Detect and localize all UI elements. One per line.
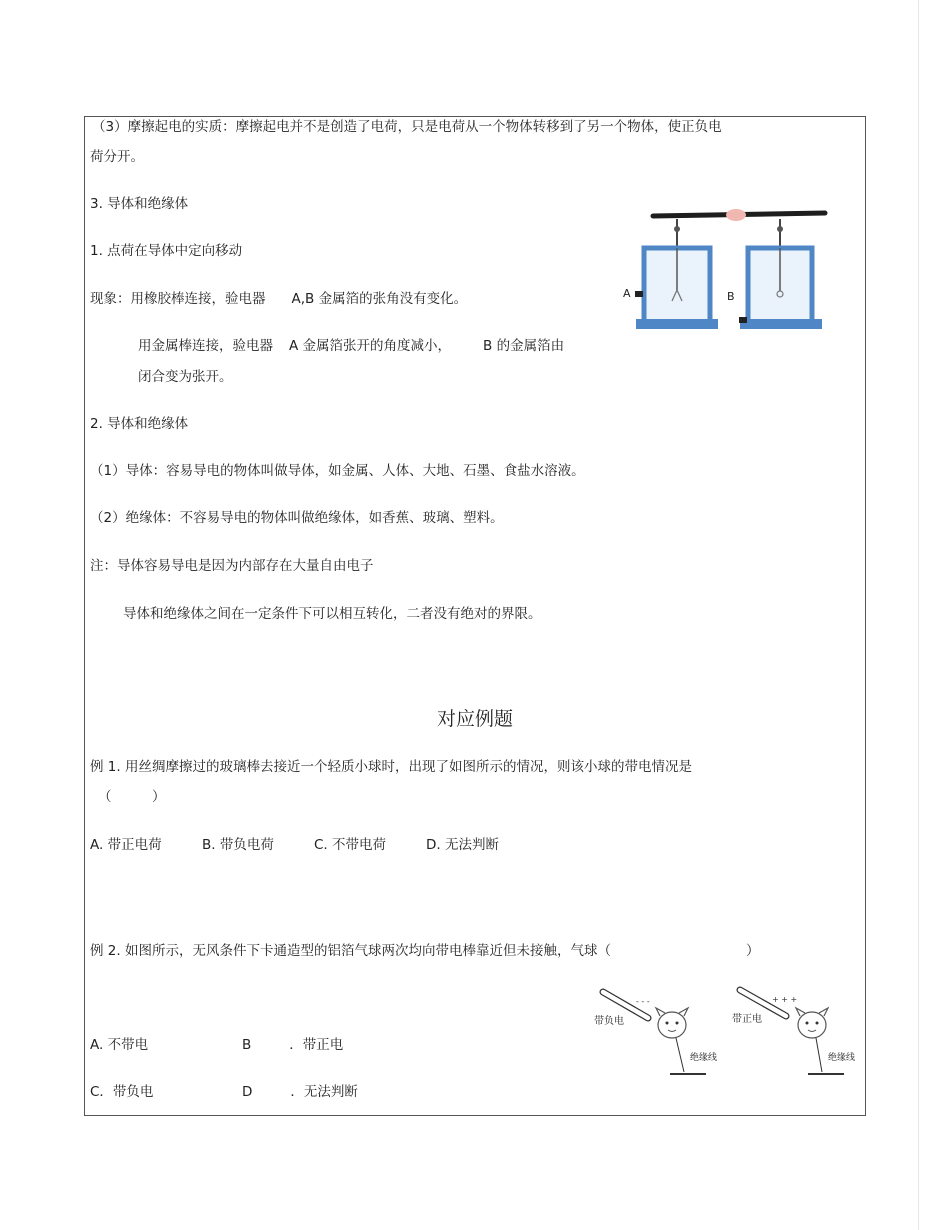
rod-label-positive: 带正电 xyxy=(732,1014,762,1025)
electroscope-figure xyxy=(615,205,835,340)
metal-rod-a-result: A 金属箔张开的角度减小， xyxy=(289,338,452,354)
definition-insulator: （2）绝缘体：不容易导电的物体叫做绝缘体，如香蕉、玻璃、塑料。 xyxy=(90,510,504,526)
section-heading-conductors: 3. 导体和绝缘体 xyxy=(90,196,189,212)
cartoon-balloon-right-icon xyxy=(796,1008,844,1074)
negative-signs: - - - xyxy=(636,997,650,1006)
thread-label-right: 绝缘线 xyxy=(828,1053,856,1063)
label-b: B xyxy=(727,290,735,303)
paragraph-friction-essence-line2: 荷分开。 xyxy=(90,149,144,165)
note-conversion: 导体和绝缘体之间在一定条件下可以相互转化，二者没有绝对的界限。 xyxy=(123,606,542,622)
option-d-letter: D xyxy=(242,1084,253,1100)
note-free-electrons: 注：导体容易导电是因为内部存在大量自由电子 xyxy=(90,558,374,574)
paragraph-friction-essence-line1: （3）摩擦起电的实质：摩擦起电并不是创造了电荷，只是电荷从一个物体转移到了另一个物体，使正负电 xyxy=(92,119,722,135)
option-d-text: ．无法判断 xyxy=(290,1084,358,1100)
rod-label-negative: 带负电 xyxy=(594,1016,624,1027)
example1-answer-blank: （ ） xyxy=(98,789,166,805)
example2-question: 例 2. 如图所示，无风条件下卡通造型的铝箔气球两次均向带电棒靠近但未接触，气球（ xyxy=(90,943,611,959)
example1-option-b: B. 带负电荷 xyxy=(202,837,274,853)
electroscope-b xyxy=(739,219,822,329)
example2-close-paren: ） xyxy=(746,943,760,959)
positive-signs: + + + xyxy=(772,995,798,1004)
example1-question: 例 1. 用丝绸摩擦过的玻璃棒去接近一个轻质小球时，出现了如图所示的情况，则该小球的带电情况是 xyxy=(90,759,692,775)
hand-icon xyxy=(726,209,746,221)
phenomenon-result: A,B 金属箔的张角没有变化。 xyxy=(291,291,468,307)
example1-option-d: D. 无法判断 xyxy=(426,837,499,853)
subheading-charge-movement: 1. 点荷在导体中定向移动 xyxy=(90,243,243,259)
example2-option-d xyxy=(242,1083,358,1101)
example2-option-a: A. 不带电 xyxy=(90,1037,149,1053)
metal-rod-label: 用金属棒连接，验电器 xyxy=(138,338,273,354)
page-edge-line xyxy=(918,0,919,1230)
example1-option-c: C. 不带电荷 xyxy=(314,837,387,853)
example1-option-a: A. 带正电荷 xyxy=(90,837,162,853)
subheading-conductors-insulators: 2. 导体和绝缘体 xyxy=(90,416,189,432)
metal-rod-b-result: B 的金属箔由 xyxy=(483,338,565,354)
option-b-text: ．带正电 xyxy=(289,1037,344,1053)
phenomenon-label: 现象：用橡胶棒连接，验电器 xyxy=(90,291,266,307)
example2-option-b xyxy=(242,1036,343,1054)
definition-conductor: （1）导体：容易导电的物体叫做导体，如金属、人体、大地、石墨、食盐水溶液。 xyxy=(90,463,585,479)
example2-option-c: C．带负电 xyxy=(90,1084,154,1100)
balloon-figure xyxy=(590,980,860,1080)
examples-title: 对应例题 xyxy=(436,708,513,730)
phenomenon-rubber-rod xyxy=(90,290,467,308)
cartoon-balloon-left-icon xyxy=(656,1008,706,1074)
label-a: A xyxy=(623,287,631,300)
metal-rod-line2: 闭合变为张开。 xyxy=(138,369,233,385)
electroscope-a xyxy=(635,219,718,329)
option-b-letter: B xyxy=(242,1037,252,1053)
phenomenon-metal-rod xyxy=(138,337,564,355)
thread-label-left: 绝缘线 xyxy=(690,1053,718,1063)
